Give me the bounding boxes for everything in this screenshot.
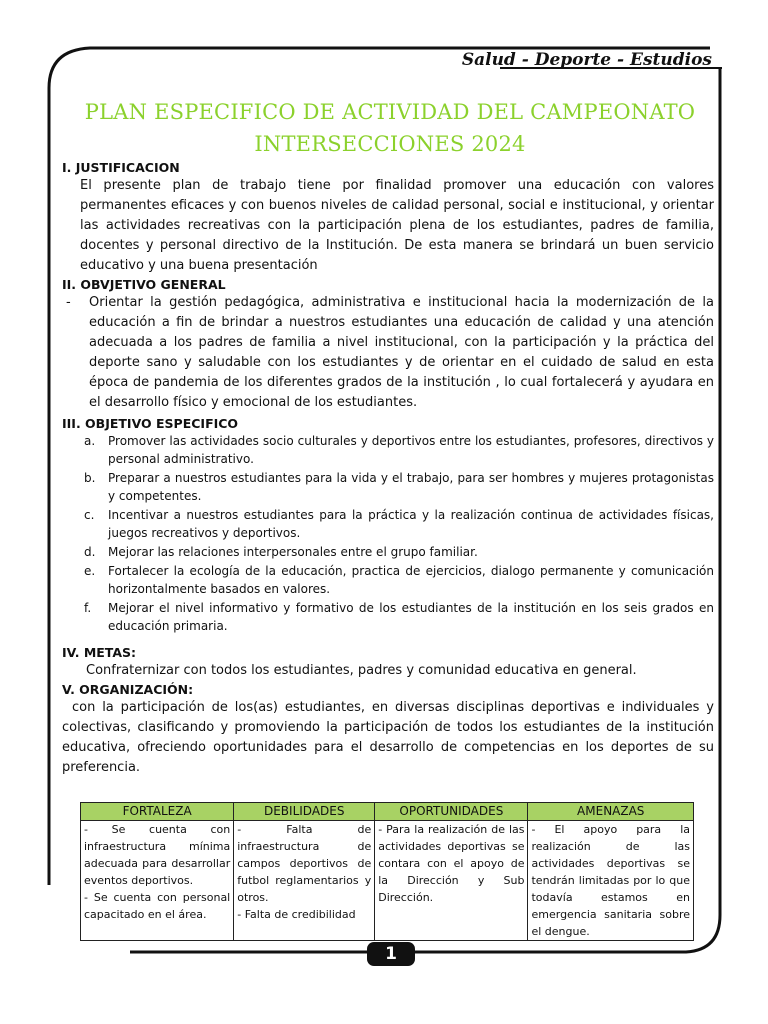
cell-text: - El apoyo para la realización de las actividades deportivas se tendrán limitadas por lo que todavía estamos en emergencia sanitaria sobre el dengue. [531, 823, 690, 938]
cell-text: - Se cuenta con personal capacitado en el área. [84, 891, 231, 921]
list-item [62, 599, 714, 635]
header-tagline: Salud - Deporte - Estudios [461, 50, 712, 70]
title-line-1: PLAN ESPECIFICO DE ACTIVIDAD DEL CAMPEONATO [84, 100, 696, 124]
table-row [81, 821, 694, 941]
cell-text: - Falta de infraestructura de campos deportivos de futbol reglamentarios y otros. [237, 823, 372, 904]
cell-oportunidades [375, 821, 528, 941]
list-item-text: Mejorar las relaciones interpersonales entre el grupo familiar. [108, 545, 478, 559]
document-body [62, 159, 714, 778]
column-header-fortaleza: FORTALEZA [81, 803, 234, 821]
cell-amenazas [528, 821, 694, 941]
title-line-2: INTERSECCIONES 2024 [254, 132, 526, 156]
list-item [62, 469, 714, 505]
list-marker: - [66, 295, 71, 310]
list-item [62, 562, 714, 598]
column-header-debilidades: DEBILIDADES [234, 803, 375, 821]
cell-text: - Para la realización de las actividades deportivas se contara con el apoyo de la Dirección y Sub Dirección. [378, 823, 525, 904]
table-header-row [81, 803, 694, 821]
section-body-objetivo-general: Orientar la gestión pedagógica, administrativa e institucional hacia la modernización de la educación a fin de brindar a nuestros estudiantes una educación de calidad y una atención adecuada a los padres de familia a nivel institucional, con la participación y la práctica del deporte sano y saludable con los estudiantes y de orientar en el cuidado de salud en esta época de pandemia de los diferentes grados de la institución , lo cual fortalecerá y ayudara en el desarrollo físico y emocional de los estudiantes. [89, 295, 714, 410]
list-item [62, 432, 714, 468]
cell-text: - Falta de credibilidad [237, 908, 356, 921]
section-body-justificacion: El presente plan de trabajo tiene por finalidad promover una educación con valores permanentes eficaces y con buenos niveles de calidad personal, social e institucional, y orientar las actividades recreativas con la participación plena de los estudiantes, padres de familia, docentes y personal directivo de la Institución. De esta manera se brindará un buen servicio educativo y una buena presentación [80, 178, 714, 273]
column-header-amenazas: AMENAZAS [528, 803, 694, 821]
list-marker: b. [84, 471, 96, 485]
document-title [60, 96, 720, 160]
list-marker: a. [84, 434, 96, 448]
list-marker: d. [84, 545, 96, 559]
list-item-text: Promover las actividades socio culturales y deportivos entre los estudiantes, profesores, directivos y personal administrativo. [108, 434, 714, 466]
section-body-metas: Confraternizar con todos los estudiantes, padres y comunidad educativa en general. [86, 663, 637, 678]
section-heading-justificacion: I. JUSTIFICACION [62, 160, 180, 175]
list-marker: e. [84, 564, 96, 578]
list-item [62, 543, 714, 561]
page-number-badge: 1 [367, 942, 415, 966]
foda-table [80, 802, 694, 941]
list-item-text: Mejorar el nivel informativo y formativo de los estudiantes de la institución en los seis grados en educación primaria. [108, 601, 714, 633]
section-heading-metas: IV. METAS: [62, 645, 137, 660]
cell-debilidades [234, 821, 375, 941]
list-marker: f. [84, 601, 92, 615]
objetivo-general-item [62, 293, 714, 413]
list-item-text: Incentivar a nuestros estudiantes para la práctica y la realización continua de actividades físicas, juegos recreativos y deportivos. [108, 508, 714, 540]
cell-fortaleza [81, 821, 234, 941]
list-item-text: Preparar a nuestros estudiantes para la vida y el trabajo, para ser hombres y mujeres protagonistas y competentes. [108, 471, 714, 503]
cell-text: - Se cuenta con infraestructura mínima adecuada para desarrollar eventos deportivos. [84, 823, 231, 887]
section-heading-organizacion: V. ORGANIZACIÓN: [62, 682, 194, 697]
section-heading-objetivo-especifico: III. OBJETIVO ESPECIFICO [62, 416, 239, 431]
list-item [62, 506, 714, 542]
section-heading-objetivo-general: II. OBVJETIVO GENERAL [62, 277, 226, 292]
column-header-oportunidades: OPORTUNIDADES [375, 803, 528, 821]
objetivo-especifico-list [62, 432, 714, 635]
section-body-organizacion: con la participación de los(as) estudiantes, en diversas disciplinas deportivas e individuales y colectivas, clasificando y promoviendo la participación de todos los estudiantes de la institución educativa, ofreciendo oportunidades para el desarrollo de competencias en los deportes de su preferencia. [62, 700, 714, 775]
list-marker: c. [84, 508, 95, 522]
list-item-text: Fortalecer la ecología de la educación, practica de ejercicios, dialogo permanente y comunicación horizontalmente basados en valores. [108, 564, 714, 596]
